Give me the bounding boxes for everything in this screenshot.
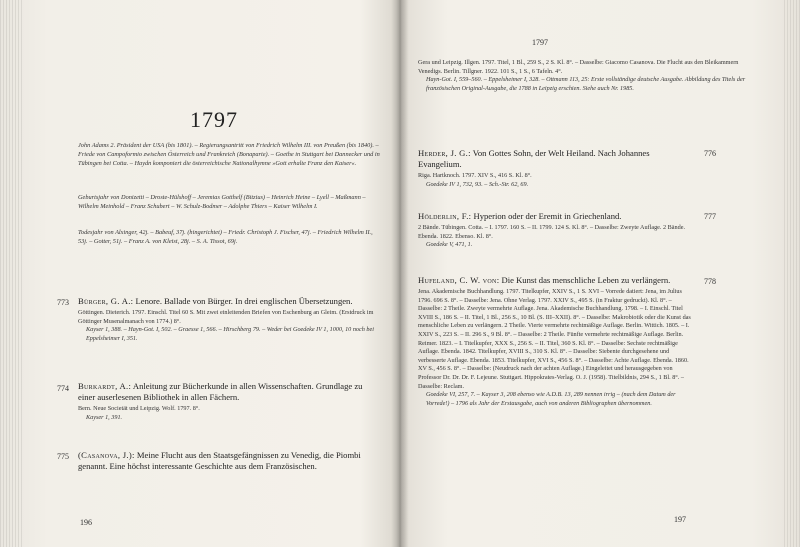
right-page xyxy=(402,0,800,547)
entry-references: Hayn-Got. I, 559–560. – Eppelsheimer I, 328. – Ottmann 113, 25: Erste vollständige deutsche Ausgabe. Abbildung des Titels der französischen Original-Ausgabe, die 1788 in Leipzig erschien. Siehe auch Nr. 1985. xyxy=(426,76,746,92)
page-number: 196 xyxy=(80,518,92,527)
entry-number: 773 xyxy=(57,298,69,307)
entry-title: Hyperion oder der Eremit in Griechenland. xyxy=(473,211,622,221)
entry-title: Die Kunst das menschliche Leben zu verlängern. xyxy=(501,275,671,285)
entry-body: 2 Bände. Tübingen. Cotta. – I. 1797. 160 S. – II. 1799. 124 S. Kl. 8°. – Dasselbe: Zweyte Auflage. 2 Bände. Ebenda. 1822. Ebenso. Kl. 8°. xyxy=(418,224,686,240)
entry-heading xyxy=(78,450,378,472)
entry-author: Hölderlin, F.: xyxy=(418,211,472,221)
chronology-events xyxy=(78,142,380,168)
entry-body: Jena. Akademische Buchhandlung. 1797. Titelkupfer, XXIV S., 1 S. XVI – Vorrede datiert: Jena, im Julius 1796. 696 S. 8°. – Dasselbe: Jena. Ohne Verlag. 1797. XXIV S., 495 S. (in Fraktur gedruckt). Kl. 8°. – Dasselbe: 2 Theile. Zweyte vermehrte Auflage. Jena. Akademische Buchhandlung. 1798. – I. Einschl. Titel XVIII S., 186 S. – II. Titel, 1 Bl., 256 S., 10 Bl. (S. III–XXII). 8°. – Dasselbe: Makrobiotik oder die Kunst das menschliche Leben zu verlängern. 2 Theile. Vierte vermehrte rechtmäßige Auflage. Berlin. Wittich. 1805. – I. XXIV S., 223 S. – II. 296 S., 9 Bl. 8°. – Dasselbe: 2 Theile. Fünfte vermehrte rechtmäßige Auflage. Berlin. Reimer. 1823. – I. Titelkupfer, XXX S., 256 S. – II. Titel, 360 S. Kl. 8°. – Dasselbe: Sechste rechtmäßige Auflage. Ebenda. 1842. Titelkupfer, XVIII S., 310 S. Kl. 8°. – Dasselbe: Siebente durchgesehene und verbesserte Auflage. Ebenda. 1853. Titelkupfer, XVI S., 456 S. 8°. – Dasselbe: Achte Auflage. Ebenda. 1860. XV S., 456 S. 8°. – Dasselbe: (Neudruck nach der achten Auflage.) Eingeleitet und herausgegeben von Professor Dr. Dr. Dr. F. Lejeune. Stuttgart. Hippokrates-Verlag. O. J. (1958). Titelbildnis, 294 S., 1 Bl. 8°. – Dasselbe: Reclam. xyxy=(418,288,691,390)
entry-author: Herder, J. G.: xyxy=(418,148,471,158)
continuation-entry xyxy=(418,57,748,93)
entry-title: Lenore. Ballade von Bürger. In drei englischen Übersetzungen. xyxy=(135,296,353,306)
entry-references: Goedeke VI, 257, 7. – Kayser 3, 208 ebenso wie A.D.B. 13, 289 nennen irrig – (nach dem Datum der Vorrede!) – 1796 als Jahr der Erstausgabe, auch von anderen Bibliographen übernommen. xyxy=(426,391,676,407)
entry-title: Anleitung zur Bücherkunde in allen Wissenschaften. Grundlage zu einer auserlesenen Bibliothek in allen Fächern. xyxy=(78,381,363,402)
entry-author: Burkardt, A.: xyxy=(78,381,132,391)
bibliography-entry xyxy=(78,381,378,422)
chronology-deaths xyxy=(78,229,380,247)
entry-references: Goedeke V, 471, 1. xyxy=(426,241,473,249)
entry-heading xyxy=(418,275,696,286)
entry-author: Bürger, G. A.: xyxy=(78,296,134,306)
entry-body: Riga. Hartknoch. 1797. XIV S., 416 S. Kl. 8°. xyxy=(418,172,532,179)
bibliography-entry xyxy=(418,148,693,189)
chronology-births xyxy=(78,194,380,212)
entry-title: Von Gottes Sohn, der Welt Heiland. Nach Johannes Evangelium. xyxy=(418,148,650,169)
entry-title: Meine Flucht aus den Staatsgefängnissen zu Venedig, die Piombi genannt. Eine höchst interessante Geschichte aus dem Französischen. xyxy=(78,450,361,471)
entry-number: 777 xyxy=(704,212,716,221)
entry-body: Göttingen. Dieterich. 1797. Einschl. Titel 60 S. Mit zwei einleitenden Briefen von Eschenburg an Gleim. (Erstdruck im Göttinger Musenalmanach von 1774.) 8°. xyxy=(78,309,374,325)
entry-references: Kayser 1, 391. xyxy=(86,413,123,421)
chronology-paragraph: Todesjahr von Alxinger, 42j. – Babeuf, 37j. (hingerichtet) – Friedr. Christoph J. Fischer, 47j. – Friedrich Wilhelm II., 53j. – Gotter, 51j. – Franz A. von Kleist, 28j. – S. A. Tissot, 69j. xyxy=(78,229,373,245)
entry-heading xyxy=(78,381,378,403)
entry-number: 774 xyxy=(57,384,69,393)
bibliography-entry xyxy=(418,275,696,408)
bibliography-entry xyxy=(78,296,378,343)
entry-number: 775 xyxy=(57,452,69,461)
entry-heading xyxy=(418,211,693,222)
entry-body: Gera und Leipzig. Illgen. 1797. Titel, 1 Bl., 259 S., 2 S. Kl. 8°. – Dasselbe: Giacomo Casanova. Die Flucht aus den Bleikammern Venedigs. Berlin. Tillgner. 1922. 101 S., 1 S., 6 Tafeln. 4°. xyxy=(418,59,739,75)
entry-author: (Casanova, J.): xyxy=(78,450,135,460)
entry-number: 776 xyxy=(704,149,716,158)
entry-number: 778 xyxy=(704,277,716,286)
page-number: 197 xyxy=(674,515,686,524)
entry-references: Goedeke IV 1, 732, 93. – Sch.-Str. 62, 69. xyxy=(426,180,529,188)
bibliography-entry xyxy=(78,450,378,472)
chronology-paragraph: John Adams 2. Präsident der USA (bis 1801). – Regierungsantritt von Friedrich Wilhelm III. von Preußen (bis 1840). – Friede von Campoformio zwischen Österreich und Frankreich (Bonaparte). – Goethe in Stuttgart bei Dannecker und in Tübingen bei Cotta. – Haydn komponiert die österreichische Nationalhymne »Gott erhalte Franz den Kaiser«. xyxy=(78,142,380,167)
entry-heading xyxy=(418,148,693,170)
year-title: 1797 xyxy=(190,107,238,132)
entry-heading xyxy=(78,296,378,307)
running-head: 1797 xyxy=(532,38,548,47)
left-page xyxy=(0,0,398,547)
entry-body: Bern. Neue Societät und Leipzig. Wolf. 1797. 8°. xyxy=(78,405,200,412)
entry-author: Hufeland, C. W. von: xyxy=(418,275,500,285)
bibliography-entry xyxy=(418,211,693,250)
entry-references: Kayser 1, 388. – Hayn-Got. I, 502. – Graesse 1, 566. – Hirschberg 79. – Weder bei Goedeke IV 1, 1000, 10 noch bei Eppelsheimer I, 351. xyxy=(86,326,374,342)
chronology-paragraph: Geburtsjahr von Donizetti – Droste-Hülshoff – Jeremias Gotthelf (Bitzius) – Heinrich Heine – Lyell – Maßmann – Wilhelm Meinhold – Franz Schubert – W. Schulz-Bodmer – Adolphe Thiers – Kaiser Wilhelm I. xyxy=(78,194,366,210)
